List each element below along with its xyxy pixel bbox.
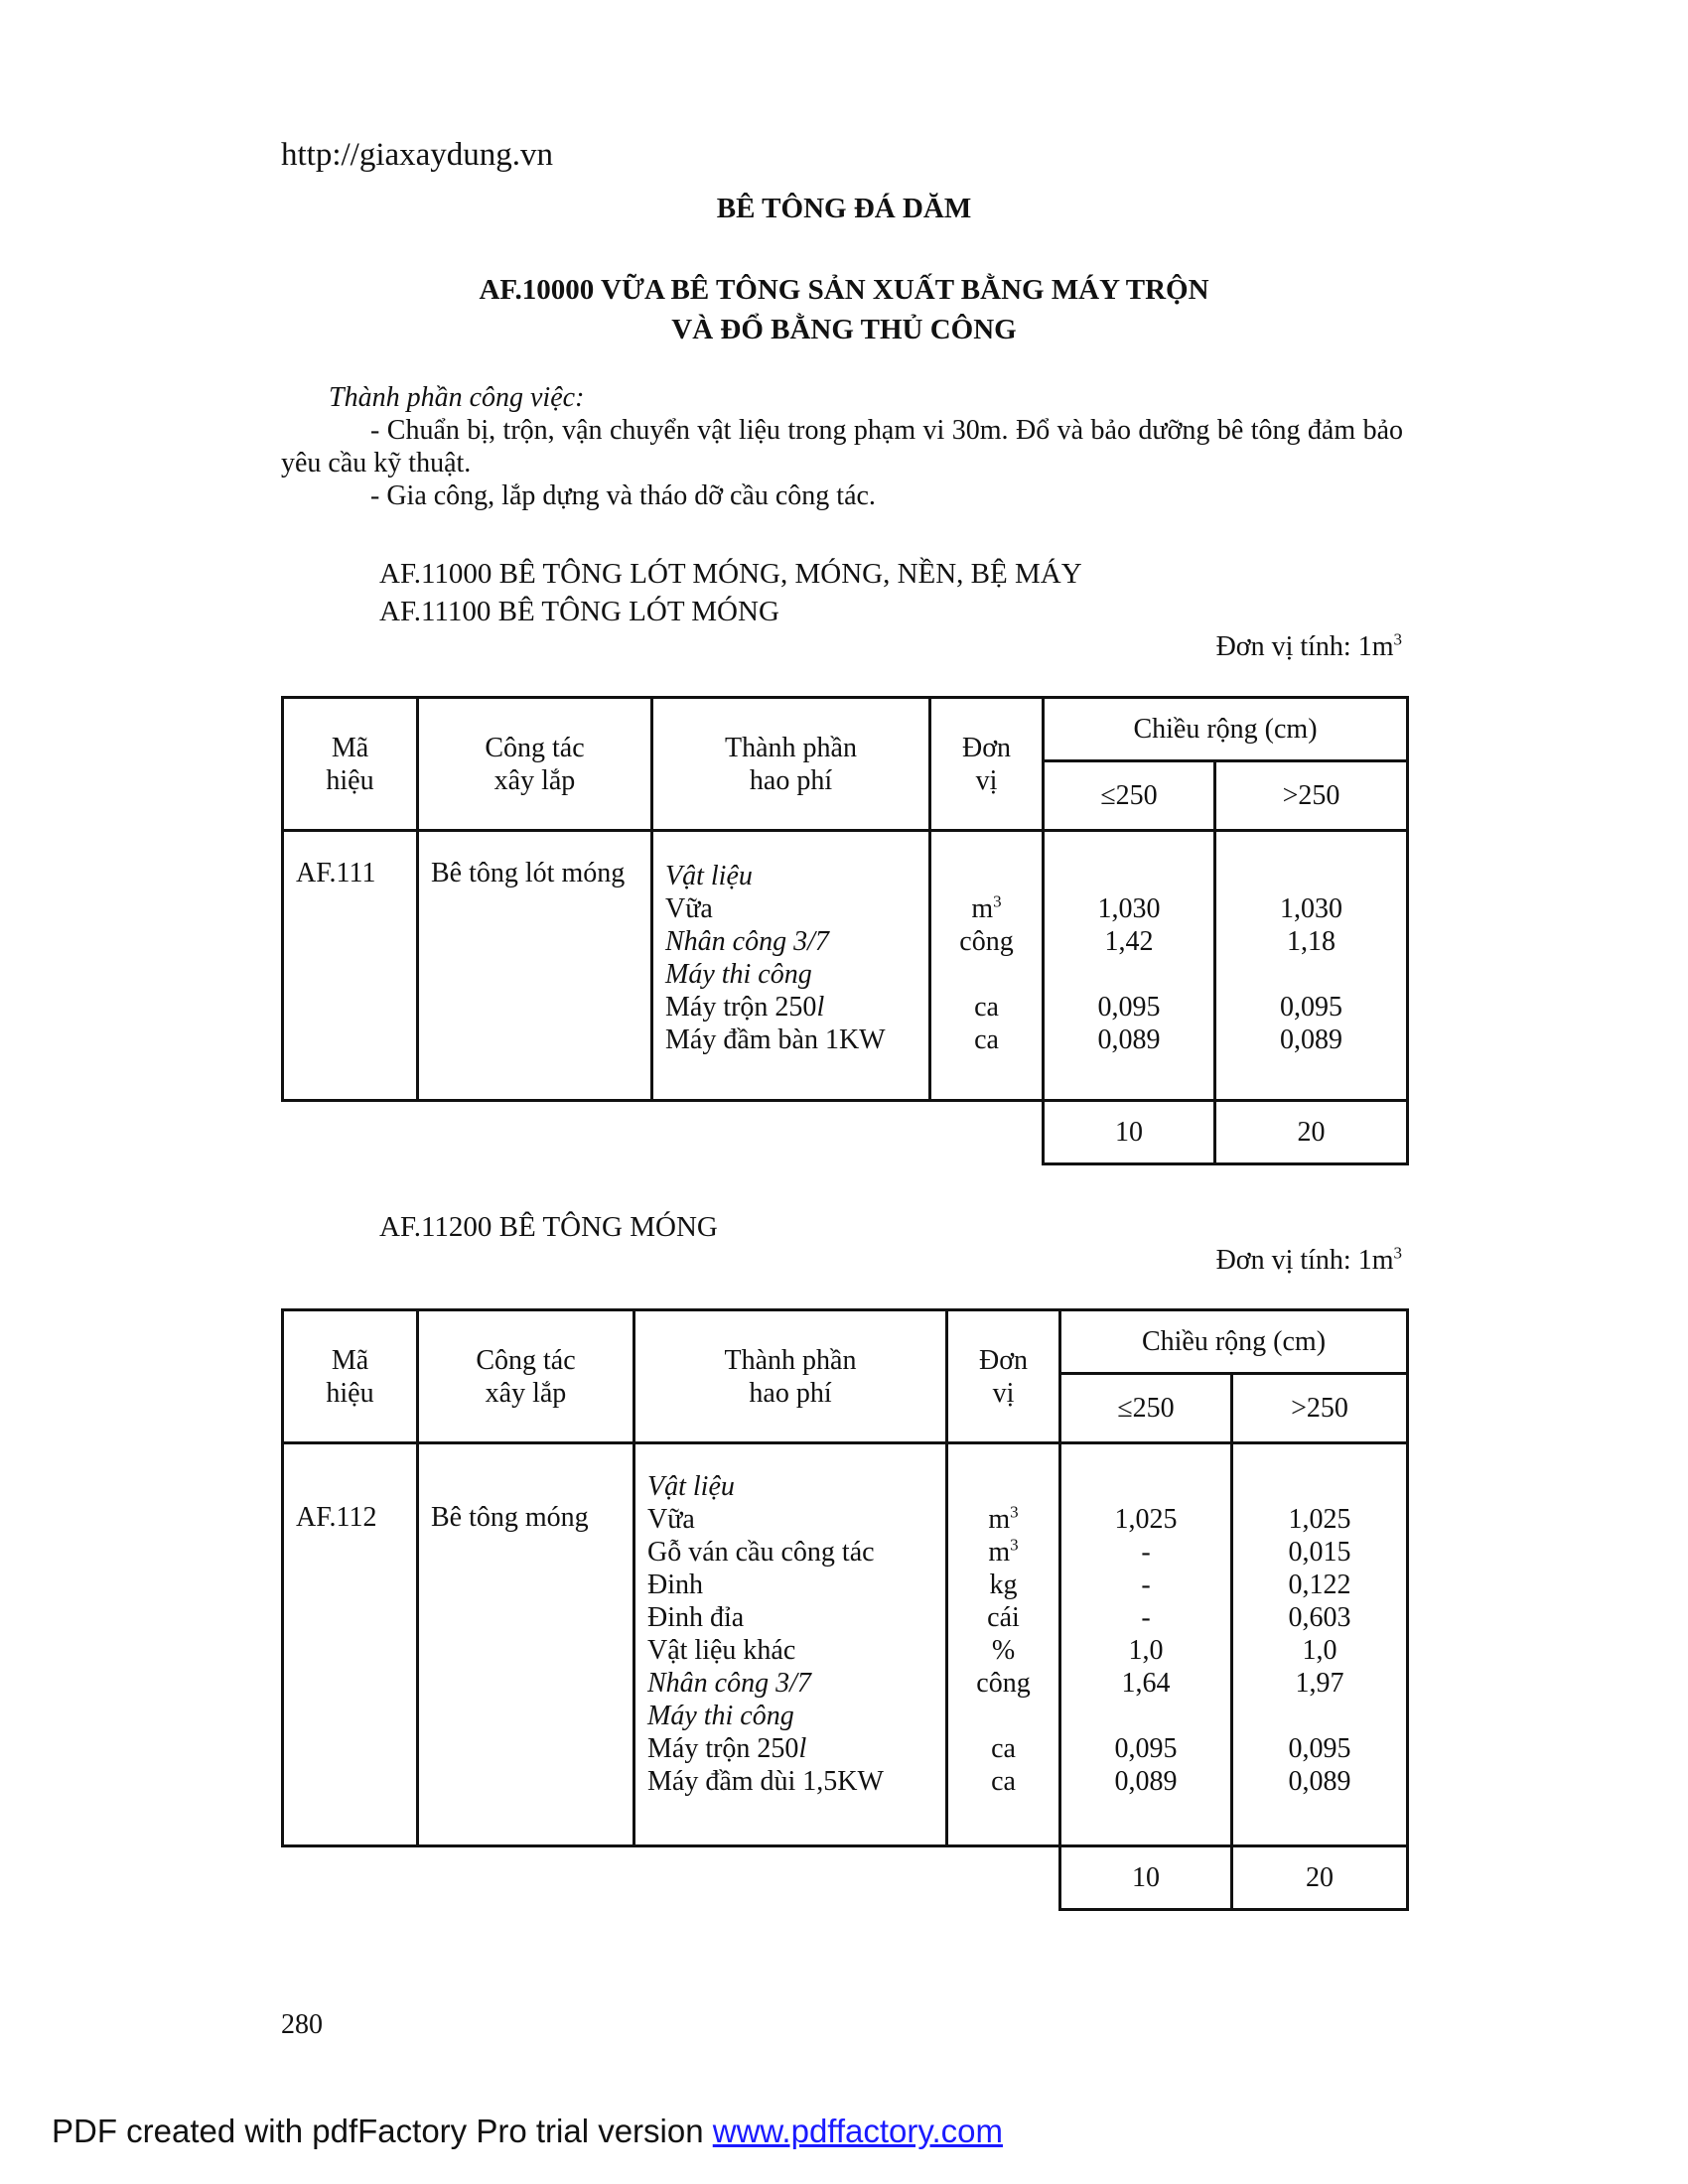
table2-v1-row: - [1141, 1570, 1151, 1600]
code-cell: AF.112 [283, 1443, 418, 1846]
header-code: Mã hiệu [283, 1310, 418, 1443]
table2-names-row: Đinh đỉa [647, 1602, 745, 1633]
table2-v2-row: 0,122 [1288, 1570, 1351, 1600]
table2-units-row: $m^3$ [988, 1502, 1019, 1535]
table1-units-row [931, 958, 1042, 991]
source-url: http://giaxaydung.vn [281, 137, 554, 173]
table1-v1-row: 1,42 [1104, 926, 1154, 957]
subsection-af11000: AF.11000 BÊ TÔNG LÓT MÓNG, MÓNG, NỀN, BỆ MÁY [379, 558, 1082, 590]
unit-list [930, 831, 1044, 1101]
table2-units-row: cái [987, 1602, 1020, 1633]
page-number: 280 [281, 2009, 323, 2040]
norm-table-af111 [281, 696, 1409, 1165]
table1-v1-row [1045, 958, 1213, 991]
header-col-le250: ≤250 [1060, 1374, 1232, 1443]
table2-units-row: kg [989, 1570, 1018, 1600]
table1-v2-row [1216, 860, 1406, 892]
table2-v2-row: 0,089 [1288, 1766, 1351, 1797]
unit-sup: 3 [1393, 1243, 1402, 1263]
chapter-title-line1: AF.10000 VỮA BÊ TÔNG SẢN XUẤT BẰNG MÁY TRỘN [479, 274, 1209, 306]
work-description [281, 381, 1403, 512]
col-code-20: 20 [1232, 1846, 1408, 1910]
table2-v2-row [1233, 1700, 1406, 1732]
value-list-gt250 [1232, 1443, 1408, 1846]
work-label: Thành phần công việc: [329, 382, 585, 413]
table1-units-row: $m^3$ [971, 891, 1002, 924]
header-col-le250: ≤250 [1044, 761, 1215, 831]
table2-names-row: Vật liệu [647, 1471, 735, 1502]
work-cell: Bê tông lót móng [418, 831, 652, 1101]
table1-names-row: Máy thi công [665, 959, 812, 990]
header-work: Công tác xây lắp [418, 698, 652, 831]
section-title: BÊ TÔNG ĐÁ DĂM [716, 193, 972, 224]
table1-units-row: ca [974, 1024, 999, 1055]
table1-names-row: Vữa [665, 893, 713, 924]
pdf-footer [52, 2113, 1003, 2150]
value-list-le250 [1060, 1443, 1232, 1846]
header-component: Thành phần hao phí [634, 1310, 947, 1443]
chapter-title-line2: VÀ ĐỔ BẰNG THỦ CÔNG [671, 314, 1017, 345]
table1-units-row: công [959, 926, 1014, 957]
table2-v1-row: 0,089 [1114, 1766, 1178, 1797]
table1-v1-row: 1,030 [1097, 893, 1161, 924]
pdffactory-link[interactable]: www.pdffactory.com [712, 2113, 1003, 2149]
table1-units-row: ca [974, 992, 999, 1023]
col-code-10: 10 [1044, 1101, 1215, 1164]
subsection-af11200: AF.11200 BÊ TÔNG MÓNG [379, 1211, 718, 1243]
table2-v2-row: 0,015 [1288, 1537, 1351, 1568]
table2-v2-row: 1,97 [1295, 1668, 1344, 1699]
unit-label-2 [1216, 1245, 1402, 1277]
table2-names-row: Gỗ ván cầu công tác [647, 1537, 875, 1568]
table2-names-row: Máy đầm dùi 1,5KW [647, 1766, 884, 1797]
table2-units-row: $m^3$ [988, 1535, 1019, 1568]
work-item-2: - Gia công, lắp dựng và tháo dỡ cầu công tác. [370, 480, 876, 511]
table1-units-row [931, 860, 1042, 892]
table1-v2-row: 1,030 [1280, 893, 1342, 924]
table2-v2-row: 1,0 [1302, 1635, 1337, 1666]
table1-v2-row [1216, 958, 1406, 991]
table2-units-row: công [976, 1668, 1031, 1699]
unit-label-1 [1216, 631, 1402, 663]
table1-v1-row: 0,095 [1097, 992, 1161, 1023]
norm-table-af112 [281, 1308, 1409, 1911]
header-col-gt250: >250 [1232, 1374, 1408, 1443]
table1-names-row: Máy đầm bàn 1KW [665, 1024, 886, 1055]
header-unit: Đơn vị [930, 698, 1044, 831]
work-cell: Bê tông móng [418, 1443, 634, 1846]
value-list-gt250 [1215, 831, 1408, 1101]
table2-names-row: Vữa [647, 1504, 695, 1535]
table2-units-row [948, 1700, 1058, 1732]
table2-v2-row: 1,025 [1288, 1504, 1351, 1535]
table2-v2-row: 0,095 [1288, 1733, 1351, 1764]
table1-names-row: Máy trộn 250l [665, 992, 825, 1023]
header-work: Công tác xây lắp [418, 1310, 634, 1443]
chapter-title [0, 270, 1688, 349]
component-list [634, 1443, 947, 1846]
col-code-10: 10 [1060, 1846, 1232, 1910]
header-code: Mã hiệu [283, 698, 418, 831]
table2-v1-row [1061, 1470, 1230, 1503]
code-cell: AF.111 [283, 831, 418, 1101]
table1-v2-row: 0,089 [1280, 1024, 1342, 1055]
unit-list [947, 1443, 1060, 1846]
table2-v1-row: 1,64 [1121, 1668, 1171, 1699]
table2-v2-row: 0,603 [1288, 1602, 1351, 1633]
pdf-footer-text: PDF created with pdfFactory Pro trial version [52, 2113, 713, 2149]
table2-names-row: Máy trộn 250l [647, 1733, 807, 1764]
table2-names-row: Máy thi công [647, 1701, 794, 1731]
component-list [652, 831, 930, 1101]
header-width: Chiều rộng (cm) [1044, 698, 1408, 761]
value-list-le250 [1044, 831, 1215, 1101]
table2-names-row: Nhân công 3/7 [647, 1668, 811, 1699]
header-col-gt250: >250 [1215, 761, 1408, 831]
table2-names-row: Đinh [647, 1570, 703, 1600]
table1-v1-row: 0,089 [1097, 1024, 1161, 1055]
table2-v1-row [1061, 1700, 1230, 1732]
table1-v2-row: 1,18 [1287, 926, 1336, 957]
table2-v1-row: - [1141, 1602, 1151, 1633]
header-component: Thành phần hao phí [652, 698, 930, 831]
table2-units-row: ca [991, 1733, 1016, 1764]
table2-v1-row: 1,0 [1128, 1635, 1164, 1666]
table1-names-row: Nhân công 3/7 [665, 926, 829, 957]
unit-text: Đơn vị tính: 1m [1215, 631, 1394, 662]
table2-units-row: % [991, 1635, 1016, 1666]
table2-units-row: ca [991, 1766, 1016, 1797]
table2-units-row [948, 1470, 1058, 1503]
table2-v1-row: 0,095 [1114, 1733, 1178, 1764]
unit-text: Đơn vị tính: 1m [1215, 1245, 1394, 1276]
work-item-1: - Chuẩn bị, trộn, vận chuyển vật liệu trong phạm vi 30m. Đổ và bảo dưỡng bê tông đảm bảo yêu cầu kỹ thuật. [281, 415, 1403, 478]
table1-names-row: Vật liệu [665, 861, 753, 891]
table1-v1-row [1045, 860, 1213, 892]
header-width: Chiều rộng (cm) [1060, 1310, 1408, 1374]
header-unit: Đơn vị [947, 1310, 1060, 1443]
table2-names-row: Vật liệu khác [647, 1635, 796, 1666]
table2-v1-row: - [1141, 1537, 1151, 1568]
table2-v1-row: 1,025 [1114, 1504, 1178, 1535]
unit-sup: 3 [1393, 629, 1402, 649]
subsection-af11100: AF.11100 BÊ TÔNG LÓT MÓNG [379, 596, 779, 627]
table2-v2-row [1233, 1470, 1406, 1503]
col-code-20: 20 [1215, 1101, 1408, 1164]
table1-v2-row: 0,095 [1280, 992, 1342, 1023]
